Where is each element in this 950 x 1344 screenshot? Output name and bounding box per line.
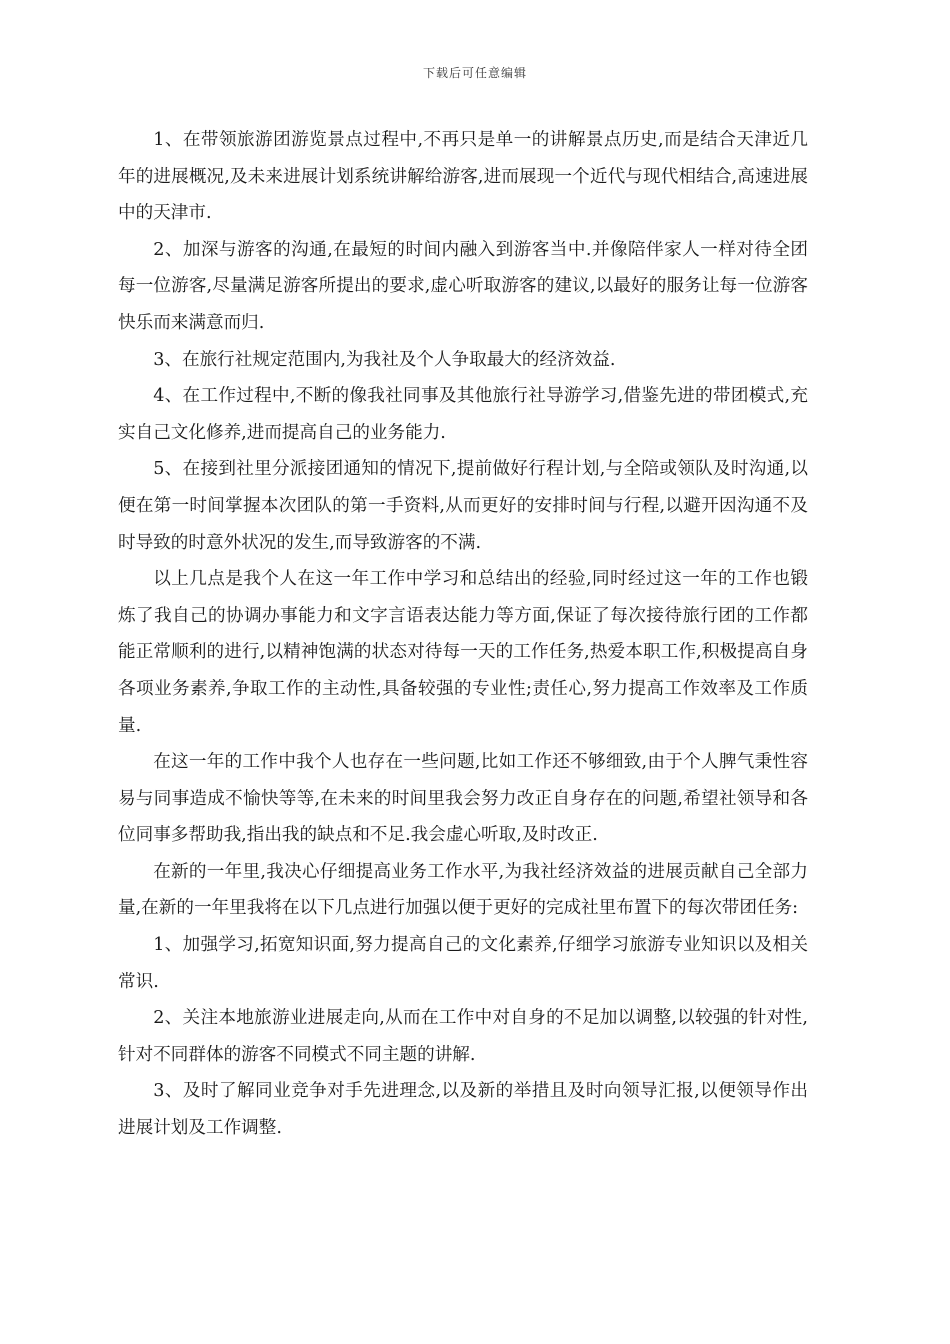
paragraph: 在新的一年里,我决心仔细提高业务工作水平,为我社经济效益的进展贡献自己全部力量,在新的一年里我将在以下几点进行加强以便于更好的完成社里布置下的每次带团任务: bbox=[118, 861, 808, 919]
paragraph: 在这一年的工作中我个人也存在一些问题,比如工作还不够细致,由于个人脾气秉性容易与同事造成不愉快等等,在未来的时间里我会努力改正自身存在的问题,希望社领导和各位同事多帮助我,指出我的缺点和不足.我会虚心听取,及时改正. bbox=[118, 752, 808, 846]
paragraph: 5、在接到社里分派接团通知的情况下,提前做好行程计划,与全陪或领队及时沟通,以便在第一时间掌握本次团队的第一手资料,从而更好的安排时间与行程,以避开因沟通不及时导致的时意外状况的发生,而导致游客的不满. bbox=[118, 459, 808, 553]
paragraph: 2、关注本地旅游业进展走向,从而在工作中对自身的不足加以调整,以较强的针对性,针对不同群体的游客不同模式不同主题的讲解. bbox=[118, 1008, 808, 1065]
paragraph: 2、加深与游客的沟通,在最短的时间内融入到游客当中.并像陪伴家人一样对待全团每一位游客,尽量满足游客所提出的要求,虚心听取游客的建议,以最好的服务让每一位游客快乐而来满意而归. bbox=[118, 239, 808, 333]
paragraph: 3、在旅行社规定范围内,为我社及个人争取最大的经济效益. bbox=[153, 349, 616, 370]
paragraph: 1、在带领旅游团游览景点过程中,不再只是单一的讲解景点历史,而是结合天津近几年的进展概况,及未来进展计划系统讲解给游客,进而展现一个近代与现代相结合,高速进展中的天津市. bbox=[118, 130, 808, 224]
paragraph: 以上几点是我个人在这一年工作中学习和总结出的经验,同时经过这一年的工作也锻炼了我自己的协调办事能力和文字言语表达能力等方面,保证了每次接待旅行团的工作都能正常顺利的进行,以精神饱满的状态对待每一天的工作任务,热爱本职工作,积极提高自身各项业务素养,争取工作的主动性,具备较强的专业性;责任心,努力提高工作效率及工作质量. bbox=[118, 569, 808, 736]
paragraph: 1、加强学习,拓宽知识面,努力提高自己的文化素养,仔细学习旅游专业知识以及相关常识. bbox=[118, 935, 808, 992]
paragraph: 3、及时了解同业竞争对手先进理念,以及新的举措且及时向领导汇报,以便领导作出进展计划及工作调整. bbox=[118, 1081, 808, 1139]
header-note: 下载后可任意编辑 bbox=[422, 66, 527, 80]
paragraph: 4、在工作过程中,不断的像我社同事及其他旅行社导游学习,借鉴先进的带团模式,充实自己文化修养,进而提高自己的业务能力. bbox=[118, 386, 808, 443]
document-body bbox=[118, 122, 808, 1147]
